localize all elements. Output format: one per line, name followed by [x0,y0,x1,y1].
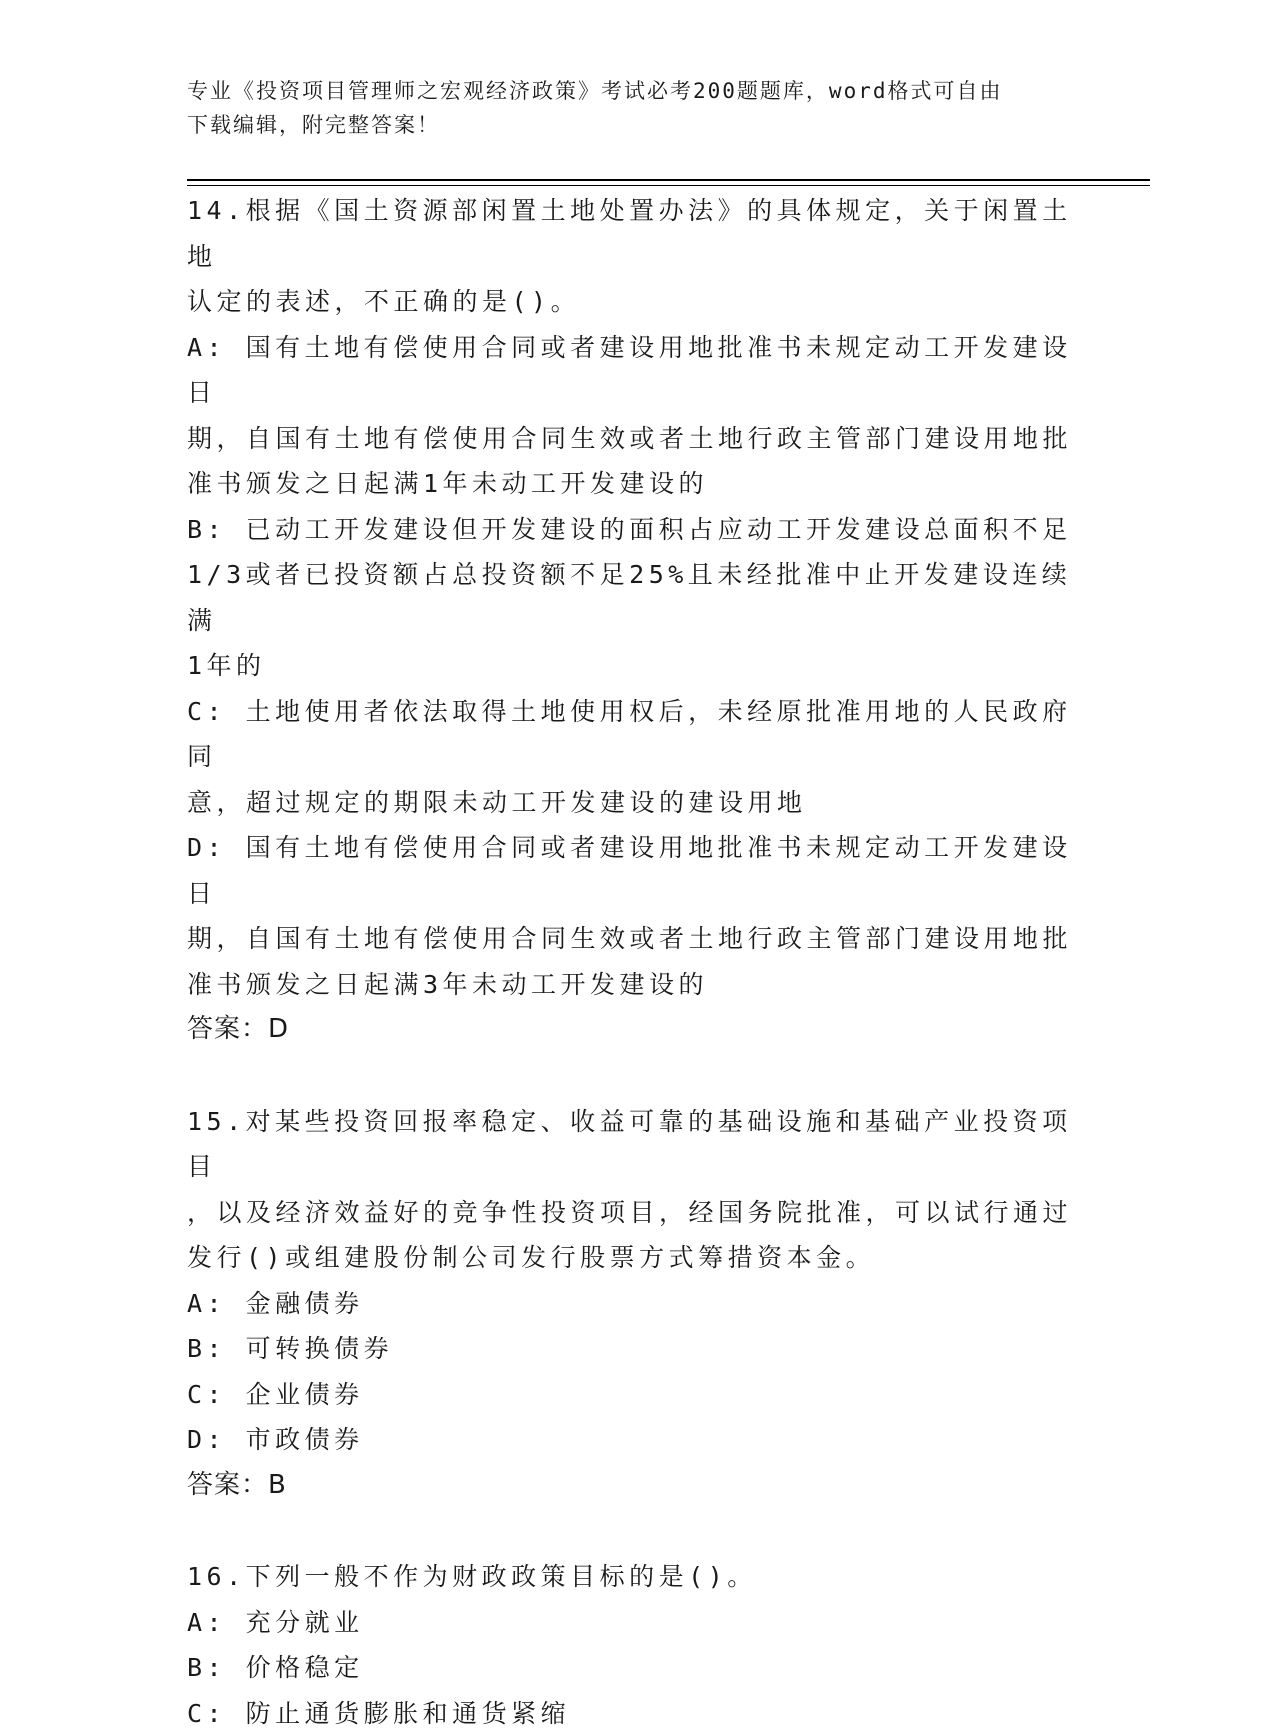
question-14-option-d-line-1: D: 国有土地有偿使用合同或者建设用地批准书未规定动工开发建设日 [187,825,1087,916]
question-16 [187,1554,1087,1736]
question-list [187,188,1087,1736]
document-header [187,74,1067,142]
question-15-stem-line-3: 发行()或组建股份制公司发行股票方式筹措资本金。 [187,1235,1087,1281]
question-14-option-d-line-3: 准书颁发之日起满3年未动工开发建设的 [187,962,1087,1008]
question-15-stem-line-2: ，以及经济效益好的竞争性投资项目，经国务院批准，可以试行通过 [187,1190,1087,1236]
question-14-option-a-line-3: 准书颁发之日起满1年未动工开发建设的 [187,461,1087,507]
question-14-option-b-line-2: 1/3或者已投资额占总投资额不足25%且未经批准中止开发建设连续满 [187,552,1087,643]
question-15-option-b: B: 可转换债券 [187,1326,1087,1372]
question-16-option-b: B: 价格稳定 [187,1645,1087,1691]
question-14-stem-line-1: 14.根据《国土资源部闲置土地处置办法》的具体规定，关于闲置土地 [187,188,1087,279]
header-line-1: 专业《投资项目管理师之宏观经济政策》考试必考200题题库，word格式可自由 [187,74,1067,108]
question-14-option-a-line-2: 期，自国有土地有偿使用合同生效或者土地行政主管部门建设用地批 [187,416,1087,462]
question-14-stem-line-2: 认定的表述，不正确的是()。 [187,279,1087,325]
question-14-option-a-line-1: A: 国有土地有偿使用合同或者建设用地批准书未规定动工开发建设日 [187,325,1087,416]
header-line-2: 下载编辑，附完整答案！ [187,108,1067,142]
question-15-option-d: D: 市政债券 [187,1417,1087,1463]
header-divider-thick [187,179,1150,181]
question-15-option-a: A: 金融债券 [187,1281,1087,1327]
question-spacer [187,1053,1087,1099]
question-16-option-c: C: 防止通货膨胀和通货紧缩 [187,1691,1087,1736]
question-14-option-b-line-3: 1年的 [187,643,1087,689]
header-divider-thin [187,185,1150,186]
question-15-option-c: C: 企业债券 [187,1372,1087,1418]
question-14-option-c-line-1: C: 土地使用者依法取得土地使用权后，未经原批准用地的人民政府同 [187,689,1087,780]
question-16-option-a: A: 充分就业 [187,1600,1087,1646]
question-14-answer: 答案：D [187,1007,1087,1053]
question-14-option-b-line-1: B: 已动工开发建设但开发建设的面积占应动工开发建设总面积不足 [187,507,1087,553]
question-14-option-c-line-2: 意，超过规定的期限未动工开发建设的建设用地 [187,780,1087,826]
question-16-stem-line-1: 16.下列一般不作为财政政策目标的是()。 [187,1554,1087,1600]
question-15-answer: 答案：B [187,1463,1087,1509]
question-15-stem-line-1: 15.对某些投资回报率稳定、收益可靠的基础设施和基础产业投资项目 [187,1099,1087,1190]
question-14 [187,188,1087,1053]
question-14-option-d-line-2: 期，自国有土地有偿使用合同生效或者土地行政主管部门建设用地批 [187,916,1087,962]
question-15 [187,1099,1087,1509]
question-spacer [187,1508,1087,1554]
